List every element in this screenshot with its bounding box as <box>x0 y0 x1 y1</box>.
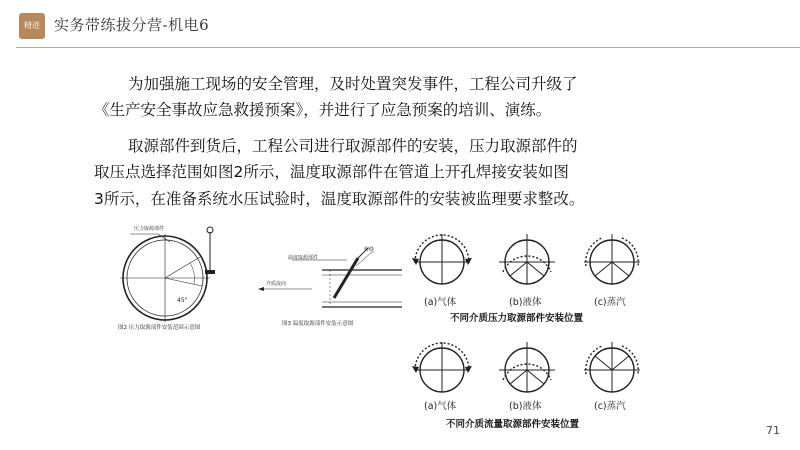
pressure-title: 不同介质压力取源部件安装位置 <box>450 313 584 324</box>
body-line: 为加强施工现场的安全管理，及时处置突发事件，工程公司升级了 <box>128 75 578 93</box>
flow-label-steam: (c)蒸汽 <box>594 401 626 412</box>
header-divider <box>16 47 800 48</box>
body-line: 取源部件到货后，工程公司进行取源部件的安装，压力取源部件的 <box>128 137 578 155</box>
svg-text:45°: 45° <box>177 297 188 304</box>
figure-3-caption: 图3 温度取源部件安装示意图 <box>282 321 354 327</box>
body-line: 3所示，在准备系统水压试验时，温度取源部件的安装被监理要求整改。 <box>94 190 585 208</box>
pressure-label-gas: (a)气体 <box>424 297 457 308</box>
figure-3-part-label: 温度取源部件 <box>288 255 319 261</box>
flow-tap-figure <box>400 334 660 434</box>
flow-title: 不同介质流量取源部件安装位置 <box>446 419 580 430</box>
figure-3 <box>252 240 402 330</box>
pressure-tap-figure <box>400 226 660 326</box>
figure-3-weld-label: 焊缝 <box>364 247 375 253</box>
page-number: 71 <box>766 424 780 437</box>
body-line: 《生产安全事故应急救援预案》，并进行了应急预案的培训、演练。 <box>94 101 552 119</box>
figure-2-label: 压力取源部件 <box>134 226 165 232</box>
pressure-label-steam: (c)蒸汽 <box>594 297 626 308</box>
page-title: 实务带练拔分营-机电6 <box>54 16 210 34</box>
figure-2 <box>110 222 240 342</box>
logo: 精进 <box>19 13 45 39</box>
figure-2-caption: 图2 压力取源部件安装范围示意图 <box>118 325 201 331</box>
pressure-label-liquid: (b)液体 <box>509 297 542 308</box>
figure-3-flow-label: 介质流向 <box>266 281 287 287</box>
body-line: 取压点选择范围如图2所示，温度取源部件在管道上开孔焊接安装如图 <box>94 163 569 181</box>
flow-label-gas: (a)气体 <box>424 401 457 412</box>
flow-label-liquid: (b)液体 <box>509 401 542 412</box>
header <box>0 0 800 52</box>
